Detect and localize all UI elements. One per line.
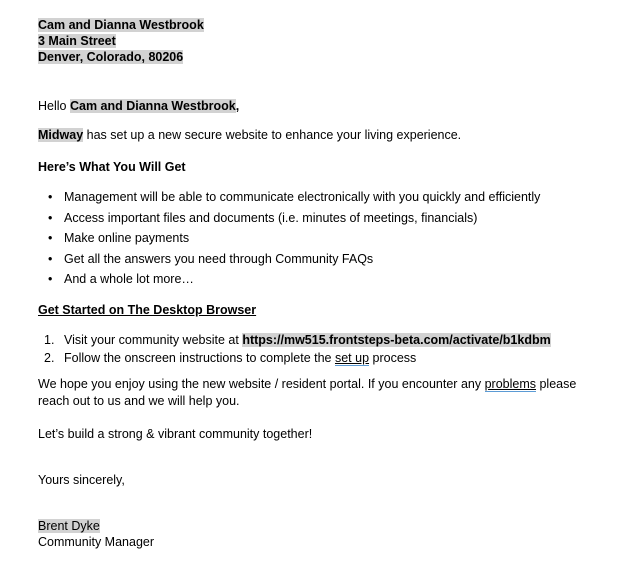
recipient-city: Denver, Colorado, 80206 bbox=[38, 50, 184, 64]
signature-name-line bbox=[38, 518, 594, 534]
bullet-icon: • bbox=[48, 210, 53, 225]
greeting-name: Cam and Dianna Westbrook bbox=[69, 99, 236, 113]
support-paragraph bbox=[38, 376, 583, 410]
recipient-city-line bbox=[38, 49, 594, 65]
grammar-underlined-text: problems bbox=[484, 376, 536, 391]
steps-heading: Get Started on The Desktop Browser bbox=[38, 302, 257, 317]
recipient-name: Cam and Dianna Westbrook bbox=[38, 18, 204, 32]
bullet-icon: • bbox=[48, 251, 53, 266]
grammar-underlined-text: set up bbox=[334, 350, 370, 365]
list-item bbox=[38, 331, 594, 349]
list-item bbox=[38, 208, 594, 229]
recipient-street-line bbox=[38, 33, 594, 49]
bullet-icon: • bbox=[48, 231, 53, 245]
list-item bbox=[38, 249, 594, 270]
bullet-icon: • bbox=[48, 272, 53, 286]
activation-url: https://mw515.frontsteps-beta.com/activate/b1kdbm bbox=[242, 332, 551, 347]
recipient-address-block bbox=[38, 17, 594, 65]
step-number: 1. bbox=[44, 332, 55, 347]
steps-list bbox=[38, 331, 594, 367]
support-text-before: We hope you enjoy using the new website / resident portal. If you encounter any bbox=[38, 376, 485, 391]
benefit-text: And a whole lot more… bbox=[64, 272, 194, 286]
benefit-text: Get all the answers you need through Community FAQs bbox=[64, 251, 374, 266]
recipient-name-line bbox=[38, 17, 594, 33]
intro-text: has set up a new secure website to enhance your living experience. bbox=[83, 128, 462, 142]
greeting-suffix: , bbox=[235, 99, 240, 113]
list-item bbox=[38, 349, 594, 367]
step-text: Follow the onscreen instructions to complete the bbox=[64, 350, 335, 365]
community-name: Midway bbox=[38, 128, 84, 142]
benefits-heading: Here’s What You Will Get bbox=[38, 160, 186, 174]
list-item bbox=[38, 269, 594, 290]
benefit-text: Access important files and documents (i.e. minutes of meetings, financials) bbox=[64, 210, 478, 225]
step-text: Visit your community website at bbox=[64, 332, 243, 347]
recipient-street: 3 Main Street bbox=[38, 34, 116, 48]
intro-paragraph bbox=[38, 127, 594, 143]
support-text-after: please reach out to us and we will help you. bbox=[38, 376, 577, 408]
step-number: 2. bbox=[44, 350, 55, 365]
signature-name: Brent Dyke bbox=[38, 518, 100, 533]
benefits-list bbox=[38, 187, 594, 290]
greeting-prefix: Hello bbox=[38, 99, 70, 113]
list-item bbox=[38, 187, 594, 208]
closing-line: Let’s build a strong & vibrant community together! bbox=[38, 426, 313, 441]
benefit-text: Make online payments bbox=[64, 231, 190, 245]
sign-off: Yours sincerely, bbox=[38, 472, 125, 487]
greeting-line bbox=[38, 98, 594, 114]
bullet-icon: • bbox=[48, 190, 53, 204]
signature-title: Community Manager bbox=[38, 534, 155, 549]
step-text-suffix: process bbox=[369, 350, 417, 365]
list-item bbox=[38, 228, 594, 249]
benefit-text: Management will be able to communicate electronically with you quickly and efficiently bbox=[64, 190, 541, 204]
